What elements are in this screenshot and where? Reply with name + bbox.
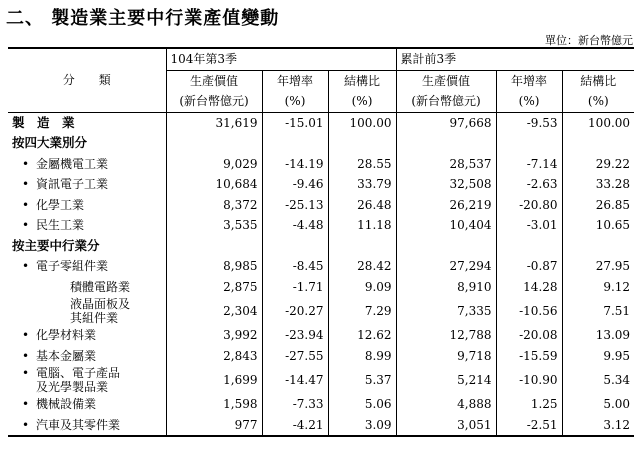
cell-growth: -10.56 (496, 297, 562, 325)
cell-share: 100.00 (562, 112, 634, 133)
table-row (8, 256, 634, 277)
table-row (8, 415, 634, 437)
cell-growth: -20.27 (262, 297, 328, 325)
cell-value: 1,699 (166, 366, 262, 394)
cell-growth: -4.48 (262, 215, 328, 236)
table-row (8, 325, 634, 346)
cell-share: 11.18 (328, 215, 396, 236)
cell-share: 5.06 (328, 394, 396, 415)
table-row (8, 215, 634, 236)
cell-share: 28.42 (328, 256, 396, 277)
row-label: 積體電路業 (70, 279, 131, 294)
section-label: 按四大業別分 (12, 135, 88, 151)
cell-growth: -7.33 (262, 394, 328, 415)
header-growth-unit-1: (%) (262, 91, 328, 112)
cell-value: 31,619 (166, 112, 262, 133)
cell-growth: -7.14 (496, 154, 562, 175)
cell-value: 10,404 (396, 215, 496, 236)
cell-value: 2,843 (166, 346, 262, 367)
cell-share: 5.34 (562, 366, 634, 394)
row-label: 機械設備業 (36, 397, 97, 412)
cell-share: 13.09 (562, 325, 634, 346)
row-label: 資訊電子工業 (36, 177, 109, 192)
section-row (8, 236, 634, 257)
cell-share: 5.37 (328, 366, 396, 394)
header-period-q3: 104年第3季 (166, 48, 396, 70)
cell-share: 26.48 (328, 195, 396, 216)
cell-growth: -9.53 (496, 112, 562, 133)
row-label: 民生工業 (36, 218, 85, 233)
cell-share: 3.09 (328, 415, 396, 437)
cell-value: 97,668 (396, 112, 496, 133)
production-value-table (8, 47, 634, 437)
cell-value: 1,598 (166, 394, 262, 415)
cell-share: 7.29 (328, 297, 396, 325)
cell-share: 27.95 (562, 256, 634, 277)
header-value-2: 生產價值 (396, 70, 496, 91)
header-growth-1: 年增率 (262, 70, 328, 91)
cell-growth: -15.01 (262, 112, 328, 133)
cell-growth: -23.94 (262, 325, 328, 346)
cell-value: 4,888 (396, 394, 496, 415)
header-value-1: 生產價值 (166, 70, 262, 91)
cell-growth: 14.28 (496, 277, 562, 298)
cell-share: 3.12 (562, 415, 634, 437)
row-label: 製 造 業 (12, 114, 75, 130)
table-row (8, 346, 634, 367)
cell-value: 8,910 (396, 277, 496, 298)
bullet-icon: • (22, 366, 30, 380)
cell-growth: -1.71 (262, 277, 328, 298)
row-label-line1: 電腦、電子產品 (36, 366, 121, 380)
cell-value: 9,718 (396, 346, 496, 367)
cell-value: 3,992 (166, 325, 262, 346)
cell-share: 12.62 (328, 325, 396, 346)
cell-growth: -2.51 (496, 415, 562, 437)
row-label-line2: 其組件業 (70, 311, 119, 325)
cell-share: 10.65 (562, 215, 634, 236)
cell-growth: -20.80 (496, 195, 562, 216)
cell-growth: -14.47 (262, 366, 328, 394)
row-label: 電子零組件業 (36, 259, 109, 274)
row-label: 金屬機電工業 (36, 156, 109, 171)
table-row (8, 112, 634, 133)
cell-growth: 1.25 (496, 394, 562, 415)
cell-value: 3,535 (166, 215, 262, 236)
cell-share: 33.79 (328, 174, 396, 195)
section-label: 按主要中行業分 (12, 237, 100, 253)
bullet-icon: • (22, 218, 30, 233)
row-label: 汽車及其零件業 (36, 417, 121, 432)
row-label: 化學工業 (36, 197, 85, 212)
bullet-icon: • (22, 328, 30, 343)
cell-growth: -20.08 (496, 325, 562, 346)
cell-share: 9.95 (562, 346, 634, 367)
cell-growth: -2.63 (496, 174, 562, 195)
cell-share: 9.09 (328, 277, 396, 298)
cell-value: 8,372 (166, 195, 262, 216)
bullet-icon: • (22, 397, 30, 412)
table-row (8, 174, 634, 195)
bullet-icon: • (22, 417, 30, 432)
cell-value: 26,219 (396, 195, 496, 216)
table-row (8, 366, 634, 394)
cell-share: 26.85 (562, 195, 634, 216)
header-growth-unit-2: (%) (496, 91, 562, 112)
cell-value: 2,875 (166, 277, 262, 298)
cell-share: 5.00 (562, 394, 634, 415)
bullet-icon: • (22, 348, 30, 363)
table-row (8, 277, 634, 298)
header-value-unit-2: (新台幣億元) (396, 91, 496, 112)
bullet-icon: • (22, 197, 30, 212)
cell-growth: -0.87 (496, 256, 562, 277)
cell-share: 28.55 (328, 154, 396, 175)
cell-value: 8,985 (166, 256, 262, 277)
cell-share: 100.00 (328, 112, 396, 133)
bullet-icon: • (22, 177, 30, 192)
table-row (8, 394, 634, 415)
row-label-line1: 液晶面板及 (70, 297, 131, 311)
header-growth-2: 年增率 (496, 70, 562, 91)
cell-growth: -10.90 (496, 366, 562, 394)
bullet-icon: • (22, 156, 30, 171)
cell-growth: -27.55 (262, 346, 328, 367)
header-share-unit-2: (%) (562, 91, 634, 112)
cell-value: 27,294 (396, 256, 496, 277)
header-share-1: 結構比 (328, 70, 396, 91)
cell-growth: -9.46 (262, 174, 328, 195)
header-share-unit-1: (%) (328, 91, 396, 112)
header-category: 分 類 (8, 48, 166, 112)
cell-value: 32,508 (396, 174, 496, 195)
cell-value: 10,684 (166, 174, 262, 195)
cell-growth: -25.13 (262, 195, 328, 216)
bullet-icon: • (22, 259, 30, 274)
cell-value: 28,537 (396, 154, 496, 175)
cell-share: 7.51 (562, 297, 634, 325)
row-label: 化學材料業 (36, 328, 97, 343)
cell-share: 8.99 (328, 346, 396, 367)
cell-value: 9,029 (166, 154, 262, 175)
section-row (8, 133, 634, 154)
cell-value: 7,335 (396, 297, 496, 325)
header-value-unit-1: (新台幣億元) (166, 91, 262, 112)
cell-growth: -14.19 (262, 154, 328, 175)
cell-growth: -4.21 (262, 415, 328, 437)
cell-share: 33.28 (562, 174, 634, 195)
cell-value: 12,788 (396, 325, 496, 346)
table-row (8, 154, 634, 175)
cell-growth: -15.59 (496, 346, 562, 367)
header-period-cumulative: 累計前3季 (396, 48, 634, 70)
table-row (8, 297, 634, 325)
row-label: 基本金屬業 (36, 348, 97, 363)
cell-value: 5,214 (396, 366, 496, 394)
header-share-2: 結構比 (562, 70, 634, 91)
cell-value: 2,304 (166, 297, 262, 325)
cell-value: 977 (166, 415, 262, 437)
cell-share: 9.12 (562, 277, 634, 298)
page-title: 二、 製造業主要中行業產值變動 (6, 8, 280, 29)
table-row (8, 195, 634, 216)
cell-growth: -3.01 (496, 215, 562, 236)
cell-share: 29.22 (562, 154, 634, 175)
cell-value: 3,051 (396, 415, 496, 437)
cell-growth: -8.45 (262, 256, 328, 277)
unit-label: 單位：新台幣億元 (545, 34, 633, 47)
row-label-line2: 及光學製品業 (36, 380, 109, 394)
